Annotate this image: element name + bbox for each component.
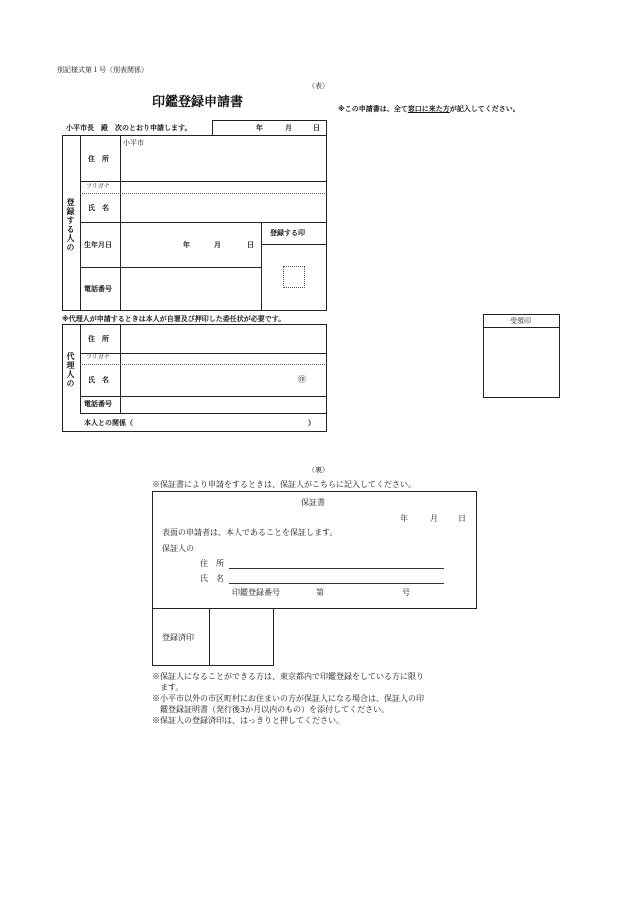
guarantor-label: 保証人の	[162, 544, 194, 553]
dob-field[interactable]	[121, 223, 260, 266]
dob-day-label: 日	[247, 241, 254, 249]
back-label: （裏）	[308, 466, 329, 474]
dob-year-label: 年	[183, 241, 190, 249]
proxy-phone-label: 電話番号	[84, 400, 112, 408]
guarantor-address-label: 住 所	[200, 559, 224, 568]
guarantee-year-label: 年	[400, 514, 408, 523]
relation-close: ）	[308, 419, 315, 427]
address-label: 住 所	[88, 155, 109, 163]
note-line-1: ※保証人になることができる方は、東京都内で印鑑登録をしている方に限り	[152, 672, 424, 681]
phone-label: 電話番号	[84, 285, 112, 293]
guarantee-day-label: 日	[458, 514, 466, 523]
dob-label: 生年月日	[84, 241, 112, 249]
proxy-name-field[interactable]	[121, 365, 291, 395]
reception-label: 受領印	[510, 317, 531, 325]
guarantor-name-field[interactable]	[229, 571, 444, 583]
proxy-phone-field[interactable]	[121, 397, 326, 412]
relation-field[interactable]	[140, 415, 305, 430]
notice: ※この申請書は、全て窓口に来た方が記入してください。	[338, 105, 520, 113]
furigana-label: フリガナ	[86, 183, 110, 190]
name-label: 氏 名	[88, 204, 109, 212]
registered-seal-area[interactable]	[210, 609, 273, 665]
addressee: 小平市長 殿 次のとおり申請します。	[66, 124, 192, 132]
guarantee-statement: 表面の申請者は、本人であることを保証します。	[162, 528, 338, 537]
date-year-label: 年	[256, 124, 263, 132]
name-field[interactable]	[121, 194, 326, 221]
proxy-furigana-field[interactable]	[121, 354, 326, 363]
furigana-field[interactable]	[121, 182, 326, 192]
proxy-note: ※代理人が申請するときは本人が自署及び押印した委任状が必要です。	[62, 315, 286, 323]
note-line-5: ※保証人の登録済印は、はっきりと押してください。	[152, 716, 344, 725]
address-value: 小平市	[123, 139, 144, 147]
relation-label: 本人との関係（	[84, 419, 133, 427]
form-id: 別記様式第１号（別表関係）	[57, 66, 148, 74]
date-box	[212, 120, 327, 136]
note-line-3: ※小平市以外の市区町村にお住まいの方が保証人になる場合は、保証人の印	[152, 694, 424, 703]
registered-seal-label: 登録済印	[162, 633, 194, 642]
front-label: （表）	[308, 82, 329, 90]
guarantee-month-label: 月	[430, 514, 438, 523]
guarantee-box	[152, 491, 477, 609]
seal-stamp-area[interactable]	[283, 266, 305, 288]
proxy-address-field[interactable]	[121, 325, 326, 352]
note-line-2: ます。	[152, 683, 184, 692]
guarantee-title: 保証書	[301, 498, 325, 507]
reg-number-dai: 第	[316, 588, 324, 597]
dob-month-label: 月	[214, 241, 221, 249]
seal-label: 登録する印	[270, 229, 305, 237]
date-day-label: 日	[313, 124, 320, 132]
proxy-name-label: 氏 名	[88, 376, 109, 384]
registrant-section-label: 登録する人の	[66, 198, 75, 252]
address-field[interactable]	[121, 136, 326, 180]
guarantor-intro: ※保証書により申請をするときは、保証人がこちらに記入してください。	[152, 480, 416, 489]
date-month-label: 月	[285, 124, 292, 132]
guarantor-address-field[interactable]	[229, 556, 444, 568]
proxy-address-label: 住 所	[88, 335, 109, 343]
phone-field[interactable]	[121, 268, 260, 310]
proxy-seal-mark: ㊞	[298, 375, 306, 384]
reg-number-label: 印鑑登録番号	[232, 588, 280, 597]
reg-number-field[interactable]	[330, 586, 400, 598]
form-title: 印鑑登録申請書	[152, 95, 244, 110]
proxy-furigana-label: フリガナ	[86, 354, 110, 361]
guarantor-name-label: 氏 名	[200, 574, 224, 583]
reg-number-go: 号	[402, 588, 410, 597]
proxy-section-label: 代理人の	[66, 352, 75, 388]
note-line-4: 鑑登録証明書（発行後3か月以内のもの）を添付してください。	[152, 705, 390, 714]
